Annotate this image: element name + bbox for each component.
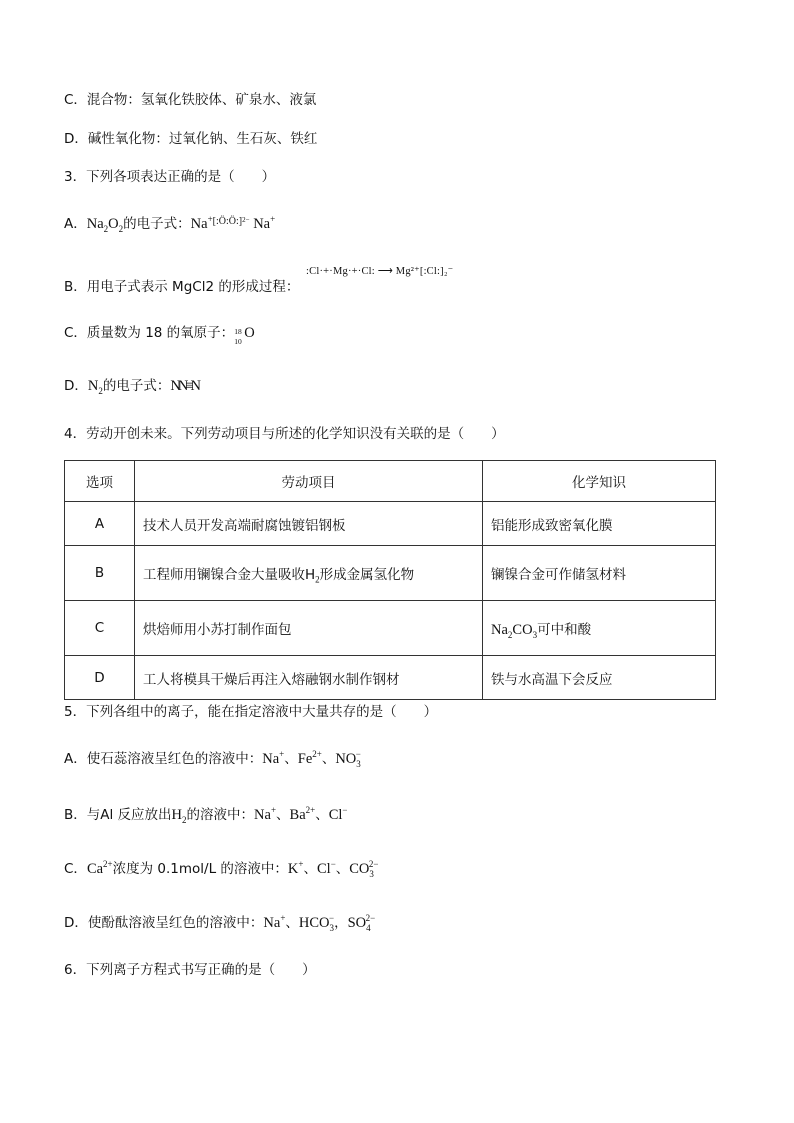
formula-na2o2: $Na_2O_2$: [86, 216, 124, 234]
q6-stem: 6．下列离子方程式书写正确的是（ ）: [64, 962, 316, 978]
q5-option-d: D．使酚酞溶液呈红色的溶液中：Na+、$HCO_3^-$，$SO_4^{2-}$: [64, 913, 376, 933]
table-row: A 技术人员开发高端耐腐蚀镀铝钢板 铝能形成致密氧化膜: [65, 502, 716, 546]
q5-option-a: A．使石蕊溶液呈红色的溶液中：Na+、$Fe^{2+}$、$NO_3^-$: [64, 749, 361, 769]
q4-stem: 4．劳动开创未来。下列劳动项目与所述的化学知识没有关联的是（ ）: [64, 426, 505, 442]
table-header-row: [65, 461, 716, 502]
q5-option-b: B．与Al 反应放出$H_2$的溶液中：Na+、$Ba^{2+}$、Cl−: [64, 805, 348, 825]
q5-option-c: C．$Ca^{2+}$浓度为 0.1mol/L 的溶液中：K+、Cl−、$CO_3^{2-}$: [64, 859, 379, 879]
q3-option-d: D．$N_2$的电子式：NN≡N: [64, 378, 198, 396]
table-row: B 工程师用镧镍合金大量吸收$H_2$形成金属氢化物 镧镍合金可作储氢材料: [65, 546, 716, 601]
n2-electron-formula: NN≡N: [170, 378, 198, 394]
nuclide-numbers: 18 10: [234, 327, 242, 346]
q3-stem: 3．下列各项表达正确的是（ ）: [64, 169, 276, 185]
q4-table: [64, 460, 716, 700]
q3-option-a: [64, 214, 275, 236]
option-text: C．质量数为 18 的氧原子：: [64, 325, 235, 341]
oxygen-symbol: O: [244, 325, 255, 341]
q3-option-b: B．用电子式表示 MgCl2 的形成过程：: [64, 279, 300, 295]
header-option: 选项: [65, 461, 135, 502]
electron-formula: $Na^{+[:Ö:Ö:]2-}$ Na+: [190, 214, 276, 232]
option-text: 的电子式：: [123, 216, 191, 232]
q2-option-c: C．混合物：氢氧化铁胶体、矿泉水、液氯: [64, 92, 317, 108]
q2-option-d: D．碱性氧化物：过氧化钠、生石灰、铁红: [64, 131, 318, 147]
header-chem-knowledge: 化学知识: [483, 461, 716, 502]
option-label: A．: [64, 216, 87, 232]
table-row: C 烘焙师用小苏打制作面包 $Na_2CO_3$可中和酸: [65, 601, 716, 656]
q5-stem: 5．下列各组中的离子，能在指定溶液中大量共存的是（ ）: [64, 704, 438, 720]
header-labor-item: 劳动项目: [135, 461, 483, 502]
q3-option-c: [64, 323, 255, 346]
mgcl2-formation-process: :Cl·+·Mg·+·Cl: ⟶ Mg²⁺[:Cl:]₂⁻: [306, 266, 454, 277]
table-row: D 工人将模具干燥后再注入熔融钢水制作钢材 铁与水高温下会反应: [65, 656, 716, 700]
